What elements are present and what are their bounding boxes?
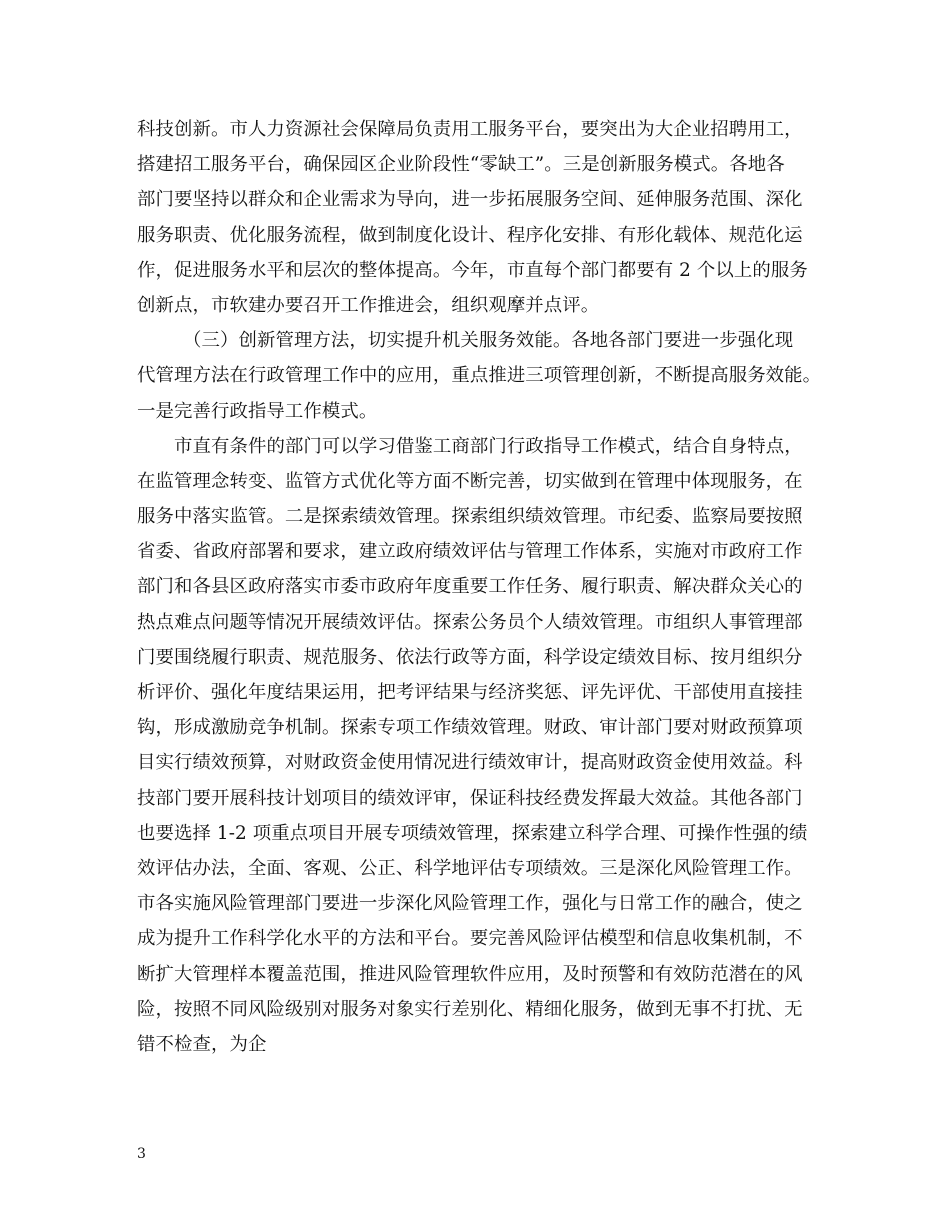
text-line: 析评价、强化年度结果运用，把考评结果与经济奖惩、评先评优、干部使用直接挂 [137,682,803,703]
text-line: 作，促进服务水平和层次的整体提高。今年，市直每个部门都要有 2 个以上的服务 [137,259,808,281]
text-line: 门要围绕履行职责、规范服务、依法行政等方面，科学设定绩效目标、按月组织分 [137,646,803,668]
text-line: 创新点，市软建办要召开工作推进会，组织观摩并点评。 [137,294,600,316]
text-line: 也要选择 1-2 项重点项目开展专项绩效管理，探索建立科学合理、可操作性强的绩 [137,822,808,844]
text-line: 科技创新。市人力资源社会保障局负责用工服务平台，要突出为大企业招聘用工， [137,119,803,140]
text-line: 代管理方法在行政管理工作中的应用，重点推进三项管理创新，不断提高服务效能。 [137,365,822,387]
paragraph-start-line: 市直有条件的部门可以学习借鉴工商部门行政指导工作模式，结合自身特点， [174,435,803,457]
text-line: 在监管理念转变、监管方式优化等方面不断完善，切实做到在管理中体现服务，在 [137,470,803,492]
text-line: 钩，形成激励竞争机制。探索专项工作绩效管理。财政、审计部门要对财政预算项 [137,717,803,739]
text-line: 断扩大管理样本覆盖范围，推进风险管理软件应用，及时预警和有效防范潜在的风 [137,963,803,985]
page-number: 3 [137,1146,146,1162]
text-line: 部门要坚持以群众和企业需求为导向，进一步拓展服务空间、延伸服务范围、深化 [137,189,803,211]
text-line: 热点难点问题等情况开展绩效评估。探索公务员个人绩效管理。市组织人事管理部 [137,611,803,633]
document-body [137,112,827,1062]
section-heading-line: （三）创新管理方法，切实提升机关服务效能。各地各部门要进一步强化现 [183,330,794,352]
text-line: 服务中落实监管。二是探索绩效管理。探索组织绩效管理。市纪委、监察局要按照 [137,506,803,528]
text-line: 市各实施风险管理部门要进一步深化风险管理工作，强化与日常工作的融合，使之 [137,893,803,915]
text-line: 效评估办法，全面、客观、公正、科学地评估专项绩效。三是深化风险管理工作。 [137,857,803,879]
text-line: 搭建招工服务平台，确保园区企业阶段性“零缺工”。三是创新服务模式。各地各 [137,154,785,176]
text-line: 服务职责、优化服务流程，做到制度化设计、程序化安排、有形化载体、规范化运 [137,224,803,246]
text-line: 技部门要开展科技计划项目的绩效评审，保证科技经费发挥最大效益。其他各部门 [137,787,803,809]
text-line: 部门和各县区政府落实市委市政府年度重要工作任务、履行职责、解决群众关心的 [137,576,803,598]
text-line: 成为提升工作科学化水平的方法和平台。要完善风险评估模型和信息收集机制，不 [137,928,803,950]
text-line: 一是完善行政指导工作模式。 [137,400,378,422]
text-line: 省委、省政府部署和要求，建立政府绩效评估与管理工作体系，实施对市政府工作 [137,541,803,563]
text-line: 目实行绩效预算，对财政资金使用情况进行绩效审计，提高财政资金使用效益。科 [137,752,803,774]
text-line: 险，按照不同风险级别对服务对象实行差别化、精细化服务，做到无事不打扰、无 [137,998,803,1020]
text-line: 错不检查，为企 [137,1033,267,1055]
